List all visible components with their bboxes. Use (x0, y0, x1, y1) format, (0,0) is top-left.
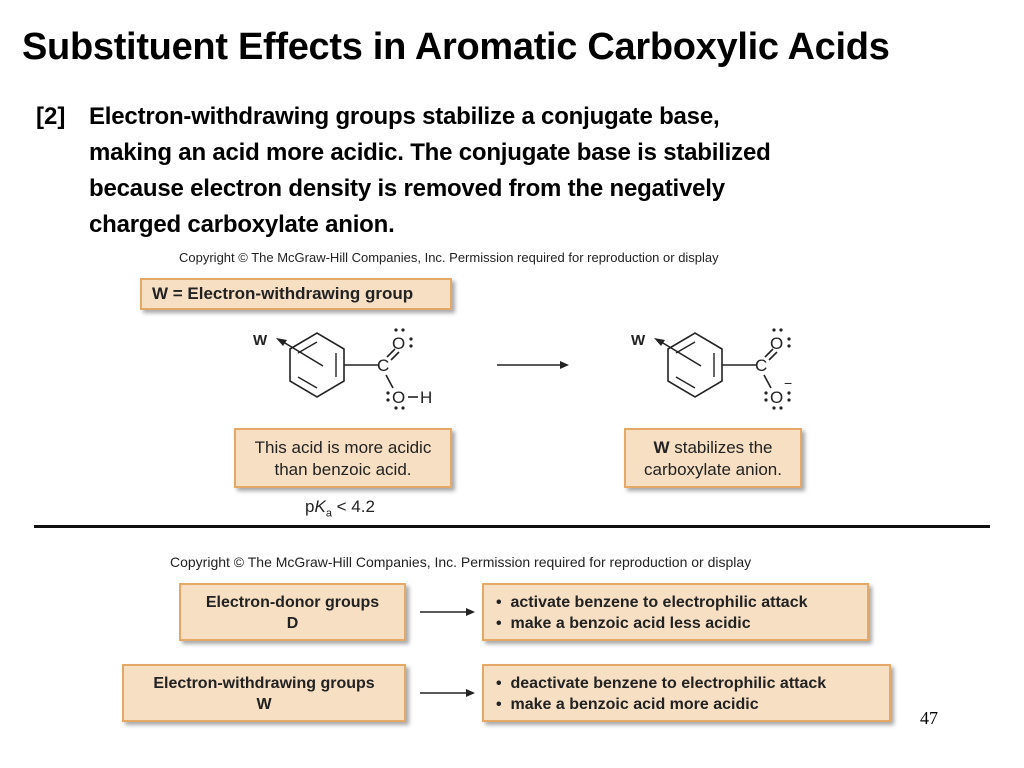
withdrawing-groups-box (122, 664, 406, 722)
figure1-copyright: Copyright © The McGraw-Hill Companies, Inc. Permission required for reproduction or display (179, 250, 719, 265)
withdrawing-groups-line-2: W (256, 696, 272, 713)
withdrawing-effect-1: • deactivate benzene to electrophilic attack (496, 675, 827, 692)
pka-label: $pK_a < 4.2$ (305, 497, 375, 520)
section-divider (34, 525, 990, 528)
left-hydrogen: H (420, 388, 433, 407)
figure2-copyright: Copyright © The McGraw-Hill Companies, Inc. Permission required for reproduction or display (170, 554, 752, 570)
right-anion-o: O (770, 388, 784, 407)
left-caption-line-1: This acid is more acidic (254, 438, 432, 457)
benzoic-acid-structure (253, 328, 432, 409)
withdrawing-effects-box (482, 664, 891, 722)
point-line-4: charged carboxylate anion. (89, 211, 395, 238)
right-caption-line-1 (626, 437, 800, 459)
page-number: 47 (920, 708, 938, 728)
reaction-arrow (497, 361, 569, 369)
donor-arrow (418, 604, 478, 620)
legend-box: W = Electron-withdrawing group (140, 278, 452, 310)
left-carbon: C (377, 356, 390, 375)
withdrawing-effect-2: • make a benzoic acid more acidic (496, 696, 759, 713)
right-caption-line-2: carboxylate anion. (644, 460, 782, 479)
donor-groups-line-2: D (286, 615, 299, 632)
right-carbonyl-o: O (770, 334, 784, 353)
donor-effects-box (482, 583, 869, 641)
right-caption-w: W (653, 438, 670, 457)
withdrawing-arrow (418, 685, 478, 701)
carboxylate-structure (631, 328, 792, 409)
left-caption-line-2: than benzoic acid. (274, 460, 412, 479)
point-line-2: making an acid more acidic. The conjugate base is stabilized (89, 139, 771, 166)
negative-charge: − (784, 375, 793, 391)
right-caption-rest: stabilizes the (669, 438, 773, 457)
point-number: [2] (36, 103, 66, 130)
point-line-3: because electron density is removed from the negatively (89, 175, 725, 202)
withdrawing-groups-line-1: Electron-withdrawing groups (153, 675, 375, 692)
left-carbonyl-o: O (392, 334, 406, 353)
left-w-label: W (253, 332, 268, 349)
slide-title: Substituent Effects in Aromatic Carboxylic Acids (22, 26, 890, 68)
donor-effect-1: • activate benzene to electrophilic attack (496, 594, 808, 611)
donor-groups-line-1: Electron-donor groups (205, 594, 380, 611)
point-line-1: Electron-withdrawing groups stabilize a conjugate base, (89, 103, 720, 130)
left-hydroxyl-o: O (392, 388, 406, 407)
right-w-label: W (631, 332, 646, 349)
left-caption-box (234, 428, 452, 488)
right-carbon: C (755, 356, 768, 375)
right-caption-box (624, 428, 802, 488)
donor-effect-2: • make a benzoic acid less acidic (496, 615, 751, 632)
donor-groups-box (179, 583, 406, 641)
